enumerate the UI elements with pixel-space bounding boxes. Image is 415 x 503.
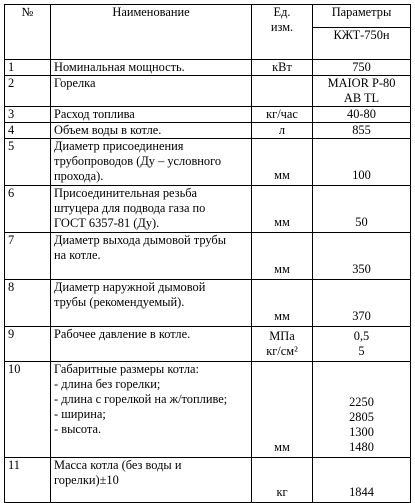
row-value-line: 40-80 bbox=[347, 107, 376, 121]
row-name-line: штуцера для подвода газа по bbox=[54, 201, 206, 215]
row-unit-line: кг bbox=[276, 485, 288, 499]
row-name-line: на котле. bbox=[54, 248, 101, 262]
table-row bbox=[5, 362, 411, 458]
row-name-line: Рабочее давление в котле. bbox=[54, 327, 191, 341]
row-name-line: Горелка bbox=[54, 76, 96, 90]
row-value bbox=[313, 233, 411, 280]
row-unit-line: мм bbox=[274, 262, 290, 276]
row-unit bbox=[252, 280, 313, 327]
row-name-line: трубопроводов (Ду – условного bbox=[54, 154, 222, 168]
row-number: 5 bbox=[5, 139, 51, 186]
table-row bbox=[5, 458, 411, 503]
row-number: 6 bbox=[5, 186, 51, 233]
row-value bbox=[313, 60, 411, 76]
row-unit bbox=[252, 233, 313, 280]
row-value-line: 1844 bbox=[349, 485, 374, 499]
row-name bbox=[51, 327, 252, 362]
row-value bbox=[313, 76, 411, 107]
row-name-line: Расход топлива bbox=[54, 107, 135, 121]
row-value-line: 750 bbox=[352, 60, 371, 74]
row-value bbox=[313, 186, 411, 233]
row-value-line: 855 bbox=[352, 123, 371, 137]
row-value bbox=[313, 123, 411, 139]
table-row bbox=[5, 107, 411, 123]
row-name-line: Номинальная мощность. bbox=[54, 60, 185, 74]
row-name-line: Присоединительная резьба bbox=[54, 186, 198, 200]
header-unit bbox=[252, 5, 313, 60]
row-value-line: 1300 bbox=[349, 425, 374, 439]
header-model: КЖТ-750н bbox=[313, 28, 411, 60]
row-value-line: 100 bbox=[352, 168, 371, 182]
row-name-line: ГОСТ 6357-81 (Ду). bbox=[54, 216, 160, 230]
row-name-line: прохода). bbox=[54, 169, 104, 183]
header-number: № bbox=[5, 5, 51, 60]
header-parameters: Параметры bbox=[313, 5, 411, 28]
row-name bbox=[51, 60, 252, 76]
table-row bbox=[5, 123, 411, 139]
row-number: 2 bbox=[5, 76, 51, 107]
row-name-line: - длина с горелкой на ж/топливе; bbox=[54, 392, 228, 406]
row-unit-line: мм bbox=[274, 215, 290, 229]
row-unit bbox=[252, 60, 313, 76]
row-value-line: 50 bbox=[355, 215, 368, 229]
header-name: Наименование bbox=[51, 5, 252, 60]
row-name bbox=[51, 139, 252, 186]
header-unit-line2: изм. bbox=[270, 20, 294, 34]
boiler-spec-table bbox=[4, 4, 411, 503]
row-name-line: Диаметр наружной дымовой bbox=[54, 280, 206, 294]
table-row bbox=[5, 233, 411, 280]
row-name bbox=[51, 107, 252, 123]
row-unit bbox=[252, 123, 313, 139]
row-name-line: Диаметр выхода дымовой трубы bbox=[54, 233, 227, 247]
row-value-line: AB TL bbox=[343, 91, 380, 105]
table-row bbox=[5, 327, 411, 362]
row-name bbox=[51, 123, 252, 139]
table-body bbox=[5, 60, 411, 503]
row-value-line: 2805 bbox=[349, 410, 374, 424]
row-number: 9 bbox=[5, 327, 51, 362]
row-value-line: 2250 bbox=[349, 395, 374, 409]
row-unit bbox=[252, 362, 313, 458]
row-value bbox=[313, 107, 411, 123]
table-row bbox=[5, 280, 411, 327]
row-unit-line: МПа bbox=[269, 329, 295, 343]
row-name bbox=[51, 76, 252, 107]
table-row bbox=[5, 76, 411, 107]
row-number: 7 bbox=[5, 233, 51, 280]
row-unit bbox=[252, 76, 313, 107]
row-number: 4 bbox=[5, 123, 51, 139]
row-name bbox=[51, 186, 252, 233]
row-name bbox=[51, 362, 252, 458]
row-name-line: - длина без горелки; bbox=[54, 377, 161, 391]
row-unit bbox=[252, 107, 313, 123]
header-unit-line1: Ед. bbox=[273, 5, 291, 19]
row-name bbox=[51, 233, 252, 280]
header-row-1 bbox=[5, 5, 411, 28]
table-row bbox=[5, 186, 411, 233]
row-unit bbox=[252, 458, 313, 503]
row-unit-line: мм bbox=[274, 168, 290, 182]
row-value-line: 350 bbox=[352, 262, 371, 276]
row-number: 11 bbox=[5, 458, 51, 503]
row-value-line: MAIOR P-80 bbox=[327, 76, 396, 90]
row-name-line: Масса котла (без воды и bbox=[54, 458, 182, 472]
row-unit bbox=[252, 186, 313, 233]
row-name-line: трубы (рекомендуемый). bbox=[54, 295, 185, 309]
row-value bbox=[313, 458, 411, 503]
row-value-line: 5 bbox=[358, 344, 365, 358]
row-name-line: горелки)±10 bbox=[54, 473, 119, 487]
row-unit-line: мм bbox=[274, 440, 290, 454]
row-value bbox=[313, 362, 411, 458]
row-number: 8 bbox=[5, 280, 51, 327]
row-name bbox=[51, 458, 252, 503]
row-unit-line: кВт bbox=[272, 60, 292, 74]
row-name bbox=[51, 280, 252, 327]
row-value-line: 1480 bbox=[349, 440, 374, 454]
row-unit-line: кг/см² bbox=[266, 344, 298, 358]
row-name-line: - высота. bbox=[54, 422, 102, 436]
row-unit-line: мм bbox=[274, 309, 290, 323]
table-row bbox=[5, 139, 411, 186]
row-number: 1 bbox=[5, 60, 51, 76]
row-name-line: Диаметр присоединения bbox=[54, 139, 184, 153]
row-value-line: 370 bbox=[352, 309, 371, 323]
row-value bbox=[313, 139, 411, 186]
row-unit bbox=[252, 139, 313, 186]
row-value-line: 0,5 bbox=[353, 329, 370, 343]
row-number: 3 bbox=[5, 107, 51, 123]
row-unit-line: л bbox=[278, 123, 286, 137]
row-unit bbox=[252, 327, 313, 362]
row-value bbox=[313, 280, 411, 327]
table-row bbox=[5, 60, 411, 76]
row-value bbox=[313, 327, 411, 362]
row-number: 10 bbox=[5, 362, 51, 458]
row-unit-line: кг/час bbox=[266, 107, 298, 121]
row-name-line: Габаритные размеры котла: bbox=[54, 362, 199, 376]
row-name-line: Объем воды в котле. bbox=[54, 123, 162, 137]
row-name-line: - ширина; bbox=[54, 407, 106, 421]
